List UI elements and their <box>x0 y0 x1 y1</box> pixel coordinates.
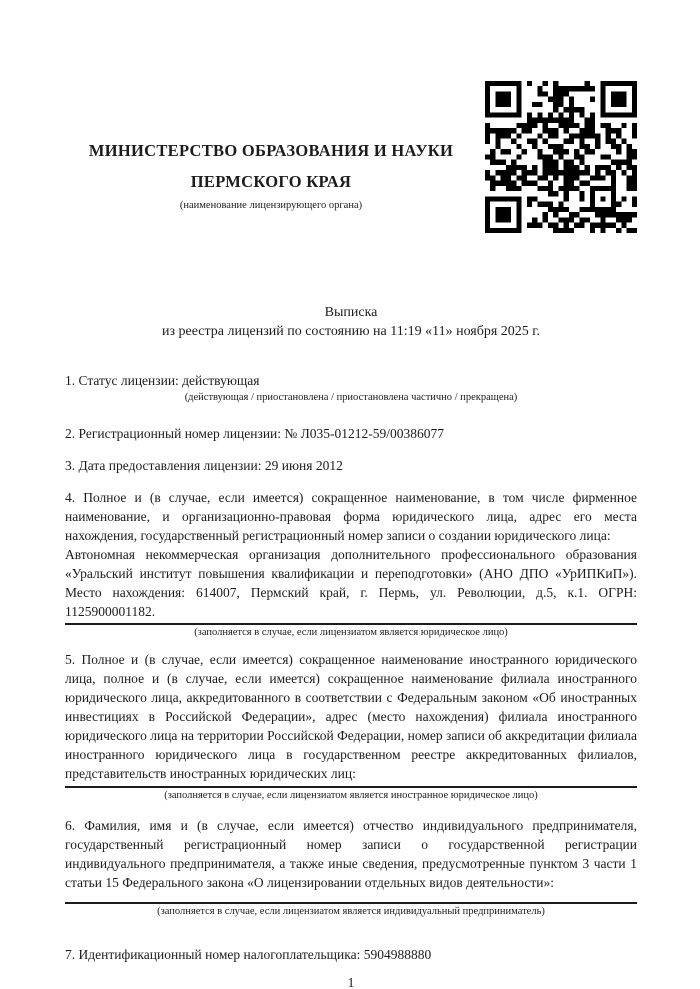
ministry-name-line2: ПЕРМСКОГО КРАЯ <box>190 172 352 191</box>
ministry-caption: (наименование лицензирующего органа) <box>179 200 363 211</box>
license-status-caption: (действующая / приостановлена / приостановлена частично / прекращена) <box>184 392 518 403</box>
document-title-line1: Выписка <box>324 305 378 320</box>
item-license-status <box>65 371 637 405</box>
document-footer <box>65 973 637 989</box>
item-registration-number <box>65 424 637 443</box>
document-title <box>65 303 637 341</box>
item-legal-entity <box>65 488 637 640</box>
grant-date-text: 3. Дата предоставления лицензии: 29 июня 2012 <box>65 458 343 473</box>
document-title-line2: из реестра лицензий по состоянию на 11:19 «11» ноября 2025 г. <box>162 324 540 339</box>
individual-entrepreneur-caption: (заполняется в случае, если лицензиатом является индивидуальный предприниматель) <box>157 906 545 917</box>
item-taxpayer-number <box>65 945 637 964</box>
ministry-name-line1: МИНИСТЕРСТВО ОБРАЗОВАНИЯ И НАУКИ <box>88 141 454 160</box>
item-individual-entrepreneur <box>65 816 637 919</box>
item-grant-date <box>65 456 637 475</box>
item-foreign-entity <box>65 650 637 803</box>
license-status-text: 1. Статус лицензии: действующая <box>65 373 260 388</box>
licensing-authority-block <box>65 81 477 213</box>
page-number: 1 <box>347 975 355 989</box>
legal-entity-value: Автономная некоммерческая организация дополнительного профессионального образования «Уральский институт повышения квалификации и переподготовки» (АНО ДПО «УрИПКиП»). Место нахождения: 614007, Пермский край, г. Пермь, ул. Революции, д.5, к.1. ОГРН: 1125900001182. <box>65 547 637 619</box>
registration-number-text: 2. Регистрационный номер лицензии: № Л035-01212-59/00386077 <box>65 426 445 441</box>
legal-entity-label: 4. Полное и (в случае, если имеется) сокращенное наименование, в том числе фирменное наименование, и организационно-правовая форма юридического лица, адрес его места нахождения, государственный регистрационный номер записи о создании юридического лица: <box>65 490 637 543</box>
foreign-entity-caption: (заполняется в случае, если лицензиатом является иностранное юридическое лицо) <box>164 790 538 801</box>
taxpayer-number-text: 7. Идентификационный номер налогоплательщика: 5904988880 <box>65 947 432 962</box>
document-header <box>65 81 637 233</box>
foreign-entity-label: 5. Полное и (в случае, если имеется) сокращенное наименование иностранного юридического лица, полное и (в случае, если имеется) сокращенное наименование филиала иностранного юридического лица, аккредитованного в соответствии с Федеральным законом «Об иностранных инвестициях в Российской Федерации», адрес (место нахождения) филиала иностранного юридического лица на территории Российской Федерации, номер записи об аккредитации филиала иностранного юридического лица в государственном реестре аккредитованных филиалов, представительств иностранных юридических лиц: <box>65 652 637 781</box>
individual-entrepreneur-label: 6. Фамилия, имя и (в случае, если имеется) отчество индивидуального предпринимателя, государственный регистрационный номер записи о государственной регистрации индивидуального предпринимателя, а также иные сведения, предусмотренные пунктом 3 части 1 статьи 15 Федерального закона «О лицензировании отдельных видов деятельности»: <box>65 818 637 890</box>
qr-code-icon <box>485 81 637 233</box>
legal-entity-caption: (заполняется в случае, если лицензиатом является юридическое лицо) <box>194 627 508 638</box>
document-body <box>65 371 637 964</box>
